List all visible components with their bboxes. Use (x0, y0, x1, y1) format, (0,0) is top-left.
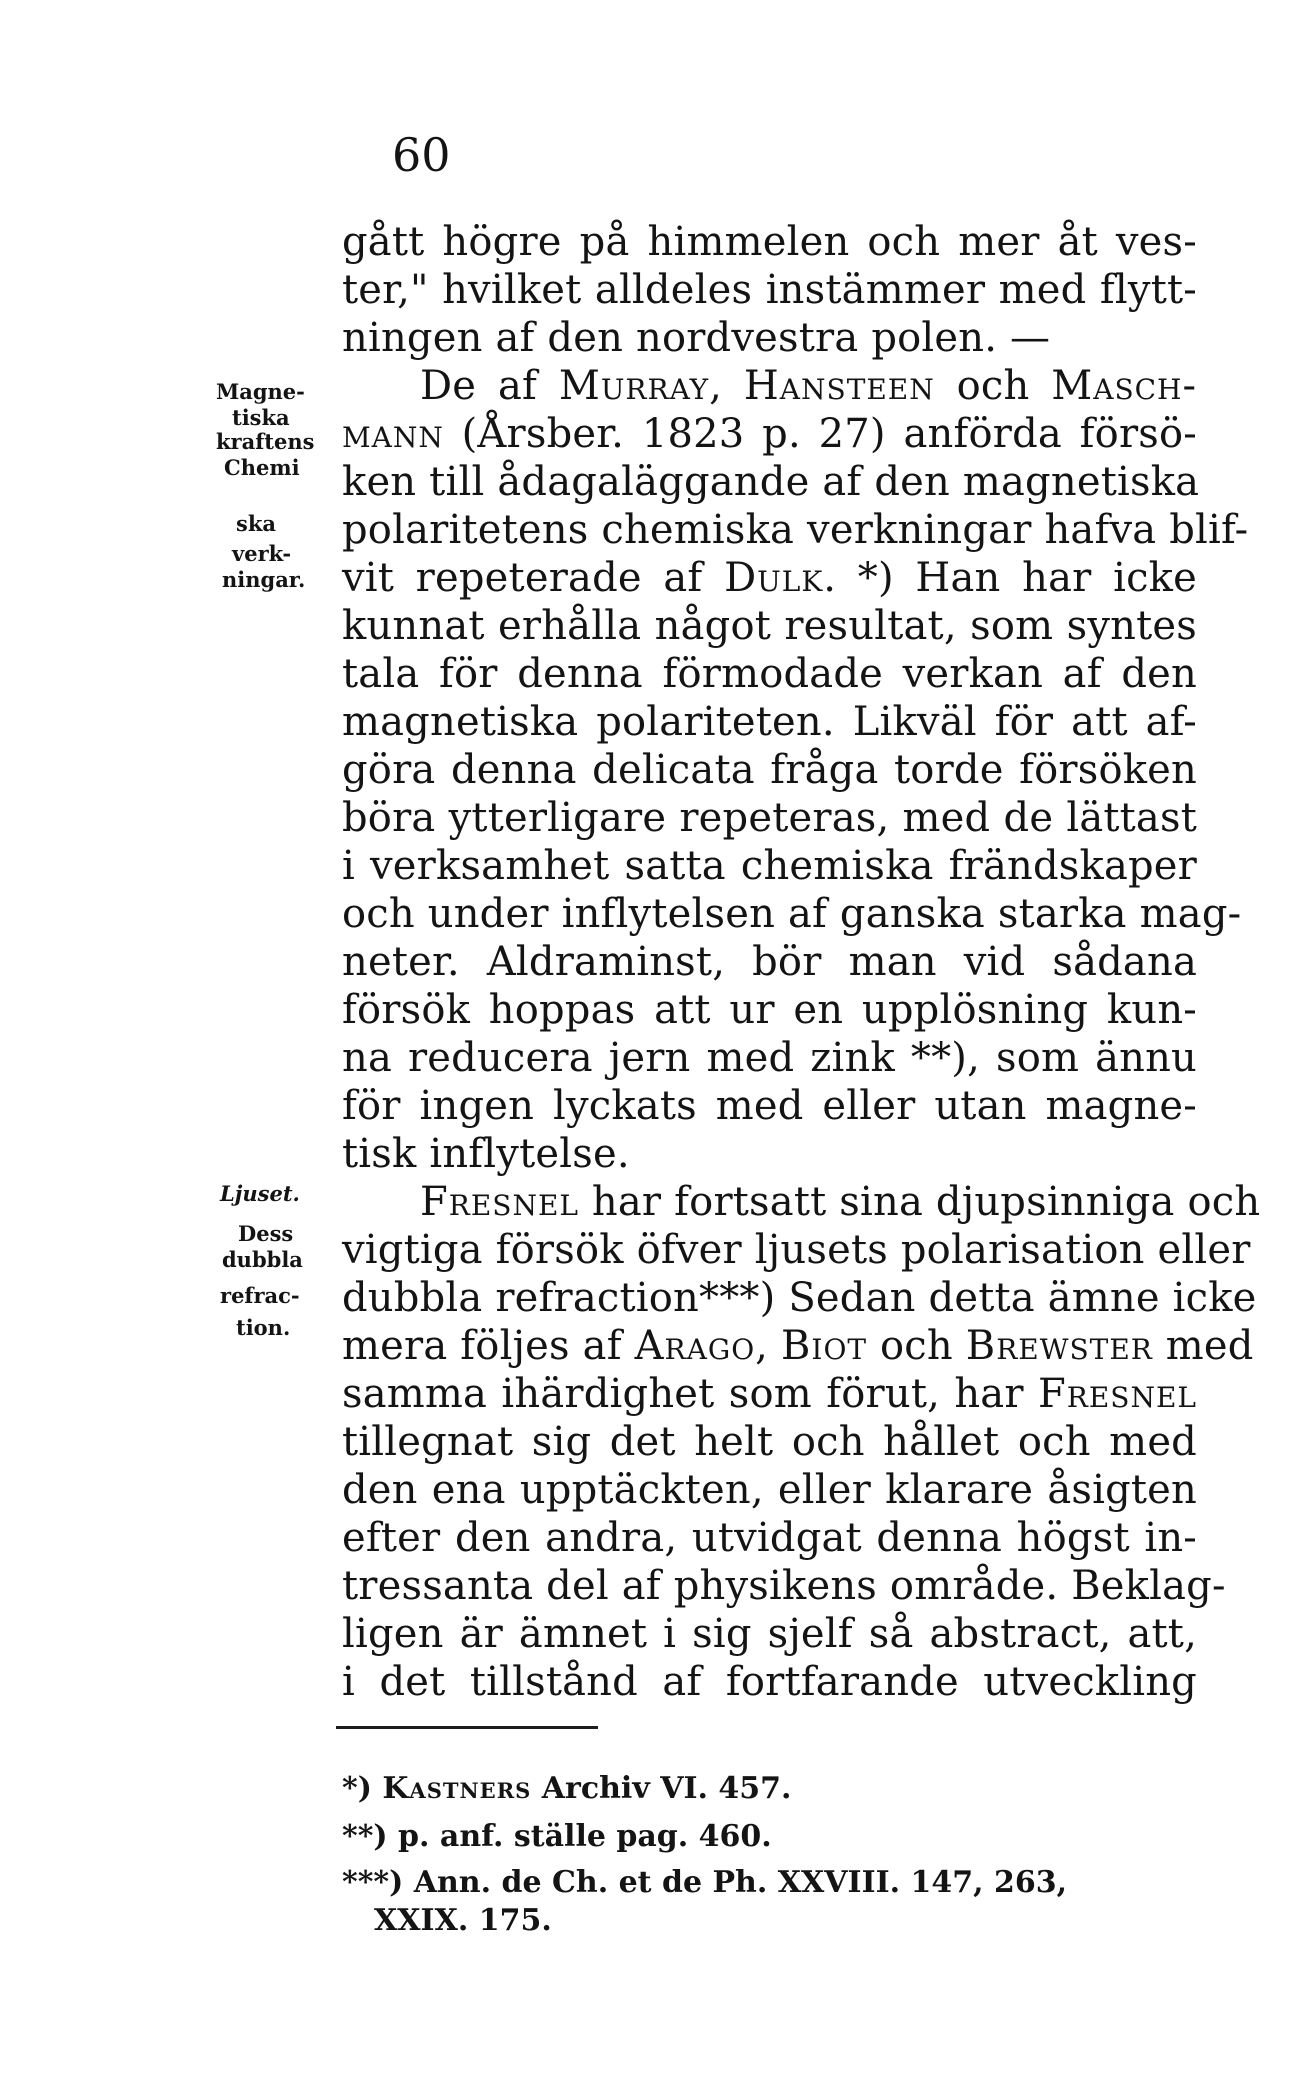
author-name: Dulk (724, 555, 824, 601)
body-line: ken till ådagaläggande af den magnetiska (342, 459, 1200, 505)
body-line: De af Murray, Hansteen och Masch- (420, 363, 1197, 409)
body-line: ligen är ämnet i sig sjelf så abstract, att, (342, 1611, 1197, 1657)
body-line: försök hoppas att ur en upplösning kun- (342, 987, 1197, 1033)
author-name: Fresnel (420, 1179, 579, 1225)
body-line: efter den andra, utvidgat denna högst in- (342, 1515, 1197, 1561)
body-line: polaritetens chemiska verkningar hafva blif- (342, 507, 1249, 553)
body-line: mera följes af Arago, Biot och Brewster med (342, 1323, 1254, 1369)
author-name: Biot (781, 1323, 868, 1369)
body-line: ter," hvilket alldeles instämmer med flytt- (342, 267, 1197, 313)
body-line: den ena upptäckten, eller klarare åsigten (342, 1467, 1197, 1513)
author-name: Fresnel (1038, 1371, 1197, 1417)
body-line: böra ytterligare repeteras, med de lättast (342, 795, 1197, 841)
body-line: för ingen lyckats med eller utan magne- (342, 1083, 1197, 1129)
author-name: Hansteen (743, 363, 935, 409)
body-line: Fresnel har fortsatt sina djupsinniga och (420, 1179, 1261, 1225)
margin-note-line: tion. (236, 1315, 291, 1340)
author-name: Brewster (965, 1323, 1153, 1369)
body-line: dubbla refraction***) Sedan detta ämne icke (342, 1275, 1257, 1321)
footnote: XXIX. 175. (374, 1903, 552, 1938)
margin-note-line: Dess (238, 1221, 294, 1246)
body-line: i det tillstånd af fortfarande utveckling (342, 1659, 1197, 1705)
body-line: tala för denna förmodade verkan af den (342, 651, 1197, 697)
body-line: tisk inflytelse. (342, 1131, 630, 1177)
margin-note-line: ska (236, 511, 276, 536)
author-name: mann (342, 411, 444, 457)
footnote-divider (336, 1726, 598, 1729)
margin-note-line: tiska (232, 405, 290, 430)
footnote: **) p. anf. ställe pag. 460. (342, 1819, 772, 1854)
body-line: gått högre på himmelen och mer åt ves- (342, 219, 1197, 265)
body-line: magnetiska polariteten. Likväl för att af- (342, 699, 1197, 745)
body-line: neter. Aldraminst, bör man vid sådana (342, 939, 1197, 985)
margin-note-line: ningar. (222, 567, 306, 592)
body-line: och under inflytelsen af ganska starka mag- (342, 891, 1242, 937)
margin-note-line: Magne- (216, 379, 305, 404)
margin-note-line: verk- (232, 541, 292, 566)
body-line: mann (Årsber. 1823 p. 27) anförda försö- (342, 411, 1197, 457)
author-name: Arago (634, 1323, 756, 1369)
footnote: ***) Ann. de Ch. et de Ph. XXVIII. 147, 263, (342, 1865, 1068, 1900)
body-line: i verksamhet satta chemiska frändskaper (342, 843, 1197, 889)
margin-note-line: kraftens (216, 429, 315, 454)
margin-note-line: refrac- (220, 1283, 300, 1308)
body-line: vit repeterade af Dulk. *) Han har icke (342, 555, 1197, 601)
body-line: samma ihärdighet som förut, har Fresnel (342, 1371, 1197, 1417)
body-line: vigtiga försök öfver ljusets polarisation eller (342, 1227, 1251, 1273)
margin-note-line: Ljuset. (220, 1181, 300, 1206)
body-line: na reducera jern med zink **), som ännu (342, 1035, 1197, 1081)
footnote: *) Kastners Archiv VI. 457. (342, 1771, 792, 1806)
author-name: Masch- (1051, 363, 1197, 409)
body-line: göra denna delicata fråga torde försöken (342, 747, 1197, 793)
margin-note-line: Chemi (224, 455, 300, 480)
body-line: ningen af den nordvestra polen. — (342, 315, 1051, 361)
body-line: tressanta del af physikens område. Beklag- (342, 1563, 1226, 1609)
author-name: Murray (558, 363, 710, 409)
body-line: kunnat erhålla något resultat, som syntes (342, 603, 1197, 649)
page-number: 60 (392, 128, 451, 182)
margin-note-line: dubbla (222, 1247, 303, 1272)
author-name: Kastners (382, 1771, 532, 1806)
body-line: tillegnat sig det helt och hållet och med (342, 1419, 1197, 1465)
